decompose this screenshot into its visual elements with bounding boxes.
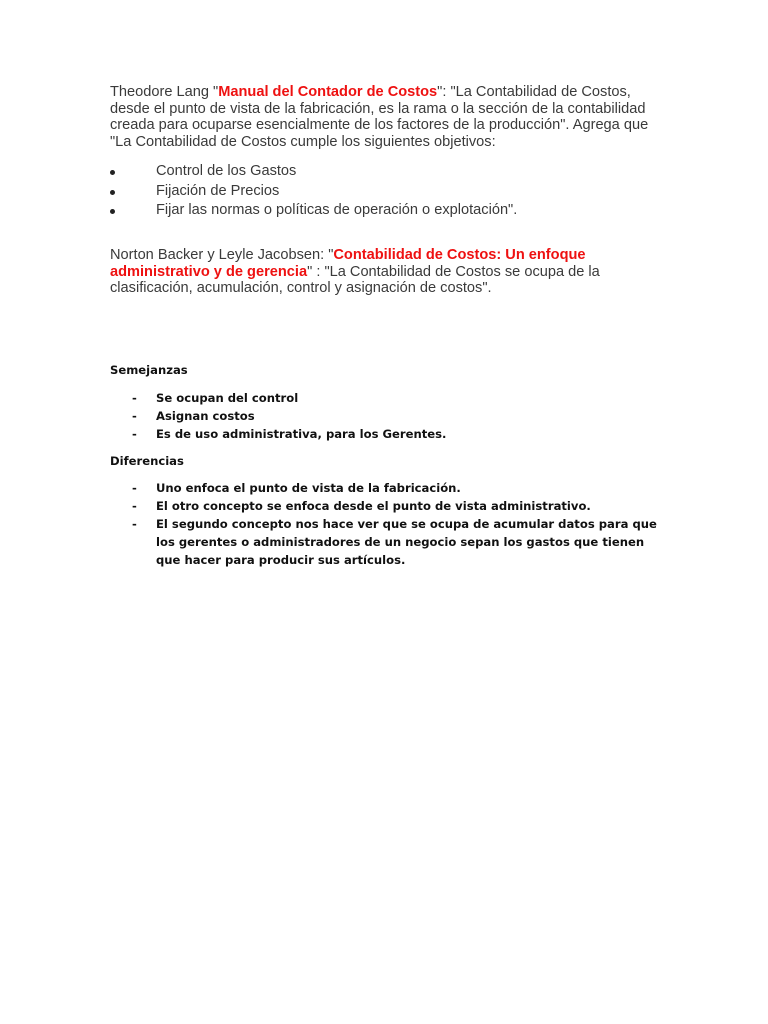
intro-line-3: creada para ocuparse esencialmente de los factores de la producción". Agrega que bbox=[110, 117, 649, 134]
book-title-link: Manual del Contador de Costos bbox=[218, 84, 438, 100]
bullet-icon bbox=[110, 170, 115, 175]
diferencias-heading: Diferencias bbox=[110, 454, 184, 468]
intro-line-1: Theodore Lang "Manual del Contador de Costos": "La Contabilidad de Costos, bbox=[110, 84, 631, 100]
intro-line-2: desde el punto de vista de la fabricación, es la rama o la sección de la contabilidad bbox=[110, 100, 646, 117]
dash-icon: - bbox=[132, 409, 137, 423]
list-item: Fijar las normas o políticas de operación o explotación". bbox=[110, 201, 650, 221]
list-item: Control de los Gastos bbox=[110, 162, 650, 182]
dash-icon: - bbox=[132, 517, 137, 531]
list-item: - Asignan costos bbox=[132, 409, 255, 423]
norton-line-2: administrativo y de gerencia" : "La Contabilidad de Costos se ocupa de la bbox=[110, 263, 600, 280]
book-title-part-2: administrativo y de gerencia bbox=[110, 263, 308, 280]
list-item: - El otro concepto se enfoca desde el punto de vista administrativo. bbox=[132, 499, 591, 513]
book-title-part-1: Contabilidad de Costos: Un enfoque bbox=[333, 247, 586, 263]
dash-icon: - bbox=[132, 391, 137, 405]
norton-paragraph bbox=[110, 247, 650, 297]
list-item: - Es de uso administrativa, para los Gerentes. bbox=[132, 427, 447, 441]
norton-line-1: Norton Backer y Leyle Jacobsen: "Contabilidad de Costos: Un enfoque bbox=[110, 247, 586, 263]
dash-icon: - bbox=[132, 427, 137, 441]
semejanzas-heading: Semejanzas bbox=[110, 363, 188, 377]
diferencias-list bbox=[110, 479, 670, 569]
list-item: - El segundo concepto nos hace ver que se ocupa de acumular datos para que los gerentes o administradores de un negocio sepan los gastos que tienen que hacer para producir sus artículos. bbox=[132, 517, 657, 567]
norton-line-3: clasificación, acumulación, control y asignación de costos". bbox=[110, 280, 492, 297]
list-item: - Uno enfoca el punto de vista de la fabricación. bbox=[132, 481, 461, 495]
intro-line-4: "La Contabilidad de Costos cumple los siguientes objetivos: bbox=[110, 133, 496, 150]
intro-paragraph bbox=[110, 84, 650, 150]
bullet-icon bbox=[110, 190, 115, 195]
objectives-list bbox=[110, 162, 650, 221]
dash-icon: - bbox=[132, 481, 137, 495]
bullet-icon bbox=[110, 209, 115, 214]
list-item: Fijación de Precios bbox=[110, 182, 650, 202]
list-item: - Se ocupan del control bbox=[132, 391, 299, 405]
dash-icon: - bbox=[132, 499, 137, 513]
semejanzas-list bbox=[110, 389, 670, 443]
